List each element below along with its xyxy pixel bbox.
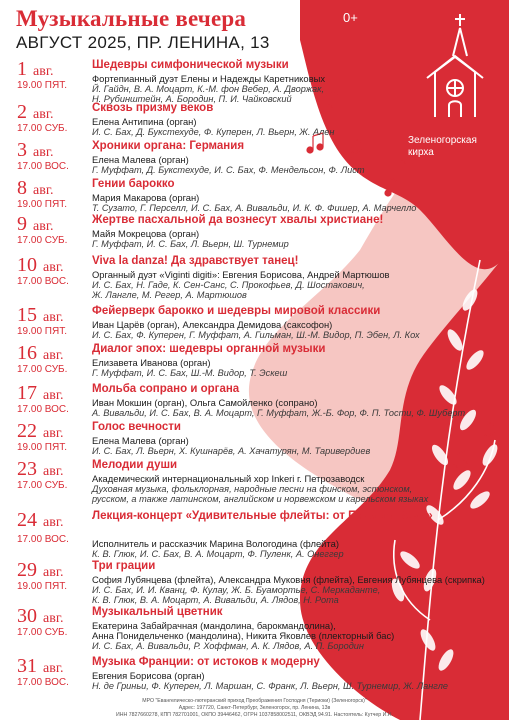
event-date: [17, 177, 54, 200]
event-date: [17, 559, 64, 582]
event-program: И. С. Бах, Ф. Куперен, Г. Муффат, А. Гильман, Ш.-М. Видор, П. Эбен, Л. Кох: [92, 330, 420, 340]
event-day: 8: [17, 177, 27, 199]
event-month: авг.: [43, 426, 64, 441]
event-program: К. В. Глюк, И. С. Бах, В. А. Моцарт, Ф. Пуленк, А. Онеггер: [92, 549, 344, 559]
event-time: 17.00 ВОС.: [17, 276, 69, 287]
event-program: И. С. Бах, И. И. Кванц, Ф. Кулау, Ж. Б. Буамортье, С. Меркаданте,: [92, 585, 381, 595]
event-performers: Елена Малева (орган): [92, 154, 189, 165]
event-time: 17.00 ВОС.: [17, 534, 69, 545]
page-title: Музыкальные вечера: [16, 6, 247, 31]
event-month: авг.: [33, 183, 54, 198]
event-day: 1: [17, 58, 27, 80]
event-performers: София Лубянцева (флейта), Александра Муковня (флейта), Евгения Лубянцева (скрипка): [92, 574, 485, 585]
event-program: А. Вивальди, И. С. Бах, В. А. Моцарт, Г. Муффат, Ж.-Б. Фор, Ф. П. Тости, Ф. Шуберт: [92, 408, 466, 418]
event-time: 19.00 ПЯТ.: [17, 199, 67, 210]
event-date: [17, 509, 64, 532]
event-title: Три грации: [92, 560, 156, 572]
event-program: Т. Сузато, Г. Перселл, И. С. Бах, А. Вивальди, И. К. Ф. Фишер, А. Марчелло: [92, 203, 417, 213]
event-date: [17, 58, 54, 81]
event-date: [17, 213, 54, 236]
venue-name-line: кирха: [408, 147, 434, 158]
event-title: Viva la danza! Да здравствует танец!: [92, 255, 299, 267]
event-date: [17, 304, 64, 327]
event-time: 19.00 ПЯТ.: [17, 442, 67, 453]
event-month: авг.: [43, 388, 64, 403]
event-title: Фейерверк барокко и шедевры мировой классики: [92, 305, 381, 317]
event-title: Музыкальный цветник: [92, 606, 223, 618]
event-time: 19.00 ПЯТ.: [17, 326, 67, 337]
event-month: авг.: [33, 107, 54, 122]
event-month: авг.: [43, 515, 64, 530]
event-performers: Елена Антипина (орган): [92, 116, 197, 127]
event-date: [17, 382, 64, 405]
event-performers: Елена Малева (орган): [92, 435, 189, 446]
event-program: русском, а также латинском, английском и норвежском и карельском языках: [92, 494, 429, 504]
event-title: Шедевры симфонической музыки: [92, 59, 289, 71]
event-day: 22: [17, 420, 37, 442]
event-day: 30: [17, 605, 37, 627]
event-performers: Иван Мокшин (орган), Ольга Самойленко (сопрано): [92, 397, 318, 408]
event-month: авг.: [33, 219, 54, 234]
footer-line: Адрес: 197720, Санкт-Петербург, Зеленогорск, пр. Ленина, 13в: [178, 705, 331, 711]
footer-line: ИНН 7827660278, КПП 782701001, ОКПО 39446462, ОГРН 1037858002511, ОКВЭД 94.91. Настоятель: Кутчер И.Н.: [116, 712, 393, 718]
event-program: Н. де Гриньи, Ф. Куперен, Л. Маршан, С. Франк, Л. Вьерн, Ш. Турнемир, Ж. Лангле: [92, 681, 449, 691]
event-time: 17.00 СУБ.: [17, 235, 68, 246]
event-date: [17, 254, 64, 277]
event-title: Жертве пасхальной да вознесут хвалы христиане!: [92, 214, 384, 226]
event-time: 17.00 СУБ.: [17, 627, 68, 638]
event-program: И. С. Бах, Л. Вьерн, Х. Кушнарёв, А. Хачатурян, М. Таривердиев: [92, 446, 371, 456]
event-program: Ж. Лангле, М. Регер, А. Мартюшов: [92, 290, 247, 300]
event-month: авг.: [43, 611, 64, 626]
event-time: 17.00 СУБ.: [17, 364, 68, 375]
venue-name: [408, 135, 503, 159]
event-month: авг.: [33, 145, 54, 160]
event-time: 17.00 ВОС.: [17, 404, 69, 415]
event-title: Лекция-концерт «Удивительные флейты: от Пана до Бёма»: [92, 510, 433, 522]
event-day: 16: [17, 342, 37, 364]
event-title: Хроники органа: Германия: [92, 140, 245, 152]
event-month: авг.: [43, 565, 64, 580]
page-subtitle: АВГУСТ 2025, ПР. ЛЕНИНА, 13: [16, 33, 270, 52]
event-day: 15: [17, 304, 37, 326]
event-program: Й. Гайдн, В. А. Моцарт, К.-М. фон Вебер, А. Дворжак,: [92, 84, 325, 94]
event-day: 3: [17, 139, 27, 161]
event-day: 2: [17, 101, 27, 123]
footer-line: МРО "Евангелическо-лютеранский приход Преображения Господня (Териоки) (Зеленогорск)": [142, 698, 367, 704]
event-day: 23: [17, 458, 37, 480]
event-month: авг.: [43, 348, 64, 363]
event-program: Г. Муффат, Д. Букстехуде, И. С. Бах, Ф. Мендельсон, Ф. Лист: [92, 165, 365, 175]
event-month: авг.: [43, 310, 64, 325]
event-performers: Исполнитель и рассказчик Марина Вологодина (флейта): [92, 538, 339, 549]
event-date: [17, 605, 64, 628]
event-performers: Евгения Борисова (орган): [92, 670, 205, 681]
event-performers: Анна Понидельченко (мандолина), Никита Яковлев (плекторный бас): [92, 630, 395, 641]
church-logo-icon: [425, 12, 485, 122]
event-program: Г. Муффат, И. С. Бах, Ш.-М. Видор, Т. Эскеш: [92, 368, 288, 378]
event-title: Сквозь призму веков: [92, 102, 214, 114]
event-title: Мольба сопрано и органа: [92, 383, 240, 395]
event-title: Музыка Франции: от истоков к модерну: [92, 656, 320, 668]
event-date: [17, 342, 64, 365]
event-date: [17, 420, 64, 443]
event-performers: Майя Мокрецова (орган): [92, 228, 200, 239]
event-program: И. С. Бах, Д. Букстехуде, Ф. Куперен, Л. Вьерн, Ж. Ален: [92, 127, 335, 137]
event-title: Диалог эпох: шедевры органной музыки: [92, 343, 326, 355]
event-time: 17.00 ВОС.: [17, 677, 69, 688]
event-day: 24: [17, 509, 37, 531]
event-month: авг.: [33, 64, 54, 79]
event-time: 19.00 ПЯТ.: [17, 581, 67, 592]
event-day: 29: [17, 559, 37, 581]
event-title: Голос вечности: [92, 421, 181, 433]
event-performers: Елизавета Иванова (орган): [92, 357, 211, 368]
event-month: авг.: [43, 464, 64, 479]
event-program: Н. Рубинштейн, А. Бородин, П. И. Чайковский: [92, 94, 292, 104]
event-program: И. С. Бах, А. Вивальди, Р. Хоффман, А. К. Лядов, А. П. Бородин: [92, 641, 364, 651]
event-time: 17.00 СУБ.: [17, 123, 68, 134]
event-performers: Фортепианный дуэт Елены и Надежды Каретниковых: [92, 73, 326, 84]
event-time: 19.00 ПЯТ.: [17, 80, 67, 91]
event-program: Духовная музыка, фольклорная, народные песни на финском, эстонском,: [92, 484, 413, 494]
age-rating-badge: 0+: [343, 10, 358, 25]
event-day: 31: [17, 655, 37, 677]
event-month: авг.: [43, 260, 64, 275]
event-time: 17.00 СУБ.: [17, 480, 68, 491]
event-performers: Екатерина Забайрачная (мандолина, барокмандолина),: [92, 620, 336, 631]
event-date: [17, 139, 54, 162]
event-day: 9: [17, 213, 27, 235]
event-program: Г. Муффат, И. С. Бах, Л. Вьерн, Ш. Турнемир: [92, 239, 289, 249]
event-day: 17: [17, 382, 37, 404]
event-title: Гении барокко: [92, 178, 175, 190]
event-performers: Органный дуэт «Viginti digiti»: Евгения Борисова, Андрей Мартюшов: [92, 269, 390, 280]
event-date: [17, 458, 64, 481]
event-performers: Академический интернациональный хор Inkeri г. Петрозаводск: [92, 473, 365, 484]
event-program: И. С. Бах, Н. Гаде, К. Сен-Санс, С. Прокофьев, Д. Шостакович,: [92, 280, 365, 290]
event-day: 10: [17, 254, 37, 276]
event-time: 17.00 ВОС.: [17, 161, 69, 172]
venue-name-line: Зеленогорская: [408, 135, 477, 146]
event-title: Мелодии души: [92, 459, 178, 471]
event-program: К. В. Глюк, В. А. Моцарт, А. Вивальди, А. Лядов, Н. Рота: [92, 595, 339, 605]
event-date: [17, 655, 64, 678]
event-month: авг.: [43, 661, 64, 676]
event-performers: Мария Макарова (орган): [92, 192, 200, 203]
event-date: [17, 101, 54, 124]
event-performers: Иван Царёв (орган), Александра Демидова (саксофон): [92, 319, 333, 330]
